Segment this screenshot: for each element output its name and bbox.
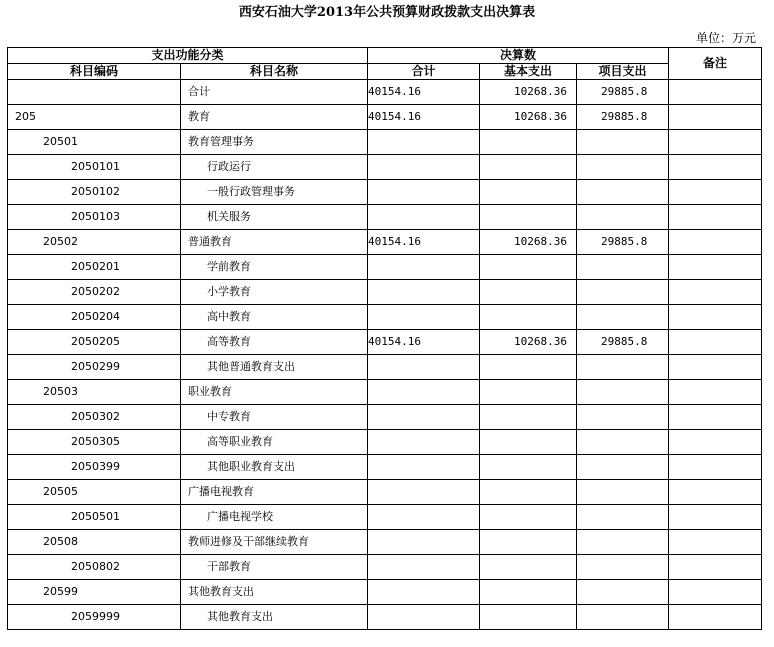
cell-remark — [669, 305, 762, 330]
cell-basic — [480, 255, 577, 280]
cell-code — [8, 80, 181, 105]
cell-name: 合计 — [181, 80, 368, 105]
header-final-accounts: 决算数 — [368, 48, 669, 64]
cell-name: 职业教育 — [181, 380, 368, 405]
cell-total — [368, 355, 480, 380]
cell-code: 20505 — [8, 480, 181, 505]
cell-code: 2050102 — [8, 180, 181, 205]
cell-basic — [480, 555, 577, 580]
table-row — [8, 555, 762, 580]
cell-remark — [669, 580, 762, 605]
cell-code: 2059999 — [8, 605, 181, 630]
table-row — [8, 180, 762, 205]
table-row — [8, 455, 762, 480]
cell-total — [368, 180, 480, 205]
cell-name: 中专教育 — [181, 405, 368, 430]
expenditure-table — [7, 47, 762, 630]
cell-remark — [669, 330, 762, 355]
table-row — [8, 280, 762, 305]
cell-remark — [669, 280, 762, 305]
cell-remark — [669, 205, 762, 230]
table-row — [8, 305, 762, 330]
table-row — [8, 230, 762, 255]
cell-basic — [480, 430, 577, 455]
cell-total — [368, 455, 480, 480]
cell-project — [577, 355, 669, 380]
cell-project — [577, 430, 669, 455]
cell-basic — [480, 305, 577, 330]
cell-total — [368, 505, 480, 530]
cell-code: 2050201 — [8, 255, 181, 280]
cell-project — [577, 130, 669, 155]
cell-code: 20501 — [8, 130, 181, 155]
table-row — [8, 80, 762, 105]
cell-project — [577, 205, 669, 230]
cell-project — [577, 555, 669, 580]
cell-basic — [480, 505, 577, 530]
cell-basic — [480, 280, 577, 305]
cell-total — [368, 130, 480, 155]
cell-name: 干部教育 — [181, 555, 368, 580]
cell-project — [577, 480, 669, 505]
cell-remark — [669, 130, 762, 155]
header-row-group — [8, 48, 762, 64]
cell-remark — [669, 380, 762, 405]
cell-code: 2050302 — [8, 405, 181, 430]
cell-code: 2050802 — [8, 555, 181, 580]
cell-remark — [669, 180, 762, 205]
cell-project: 29885.8 — [577, 80, 669, 105]
cell-basic — [480, 455, 577, 480]
table-row — [8, 405, 762, 430]
report-title: 西安石油大学2013年公共预算财政拨款支出决算表 — [238, 5, 536, 20]
cell-total — [368, 205, 480, 230]
cell-basic — [480, 480, 577, 505]
cell-name: 高等教育 — [181, 330, 368, 355]
cell-basic — [480, 205, 577, 230]
cell-project: 29885.8 — [577, 230, 669, 255]
cell-code: 2050205 — [8, 330, 181, 355]
cell-name: 高等职业教育 — [181, 430, 368, 455]
cell-total: 40154.16 — [368, 230, 480, 255]
cell-code: 2050204 — [8, 305, 181, 330]
cell-code: 2050305 — [8, 430, 181, 455]
cell-project: 29885.8 — [577, 330, 669, 355]
table-row — [8, 530, 762, 555]
cell-name: 广播电视教育 — [181, 480, 368, 505]
table-row — [8, 430, 762, 455]
table-row — [8, 580, 762, 605]
header-total: 合计 — [368, 64, 480, 80]
cell-code: 20503 — [8, 380, 181, 405]
table-row — [8, 130, 762, 155]
cell-total — [368, 530, 480, 555]
cell-total — [368, 155, 480, 180]
table-row — [8, 155, 762, 180]
cell-code: 2050101 — [8, 155, 181, 180]
cell-remark — [669, 480, 762, 505]
cell-project — [577, 505, 669, 530]
cell-name: 教育管理事务 — [181, 130, 368, 155]
cell-basic — [480, 380, 577, 405]
cell-remark — [669, 105, 762, 130]
header-code: 科目编码 — [8, 64, 181, 80]
cell-basic: 10268.36 — [480, 105, 577, 130]
cell-name: 行政运行 — [181, 155, 368, 180]
cell-name: 其他教育支出 — [181, 605, 368, 630]
cell-code: 20508 — [8, 530, 181, 555]
cell-total — [368, 605, 480, 630]
cell-project — [577, 155, 669, 180]
cell-name: 普通教育 — [181, 230, 368, 255]
cell-code: 2050501 — [8, 505, 181, 530]
cell-total — [368, 430, 480, 455]
cell-code: 20599 — [8, 580, 181, 605]
table-body — [8, 80, 762, 630]
table-row — [8, 255, 762, 280]
table-row — [8, 330, 762, 355]
cell-basic — [480, 130, 577, 155]
cell-name: 其他职业教育支出 — [181, 455, 368, 480]
table-row — [8, 480, 762, 505]
unit-label: 单位：万元 — [695, 31, 756, 45]
cell-code: 2050299 — [8, 355, 181, 380]
table-row — [8, 355, 762, 380]
cell-total — [368, 305, 480, 330]
cell-basic — [480, 580, 577, 605]
cell-code: 20502 — [8, 230, 181, 255]
cell-remark — [669, 555, 762, 580]
cell-project — [577, 380, 669, 405]
cell-remark — [669, 355, 762, 380]
cell-basic — [480, 405, 577, 430]
cell-remark — [669, 155, 762, 180]
cell-basic — [480, 180, 577, 205]
cell-name: 学前教育 — [181, 255, 368, 280]
cell-total — [368, 405, 480, 430]
table-row — [8, 505, 762, 530]
cell-remark — [669, 255, 762, 280]
cell-total — [368, 280, 480, 305]
cell-code: 2050399 — [8, 455, 181, 480]
cell-code: 205 — [8, 105, 181, 130]
cell-project — [577, 605, 669, 630]
cell-total — [368, 580, 480, 605]
cell-total — [368, 255, 480, 280]
cell-name: 其他教育支出 — [181, 580, 368, 605]
header-remark: 备注 — [669, 48, 762, 80]
cell-basic — [480, 530, 577, 555]
cell-remark — [669, 430, 762, 455]
cell-basic: 10268.36 — [480, 230, 577, 255]
cell-remark — [669, 405, 762, 430]
cell-project — [577, 180, 669, 205]
cell-project — [577, 305, 669, 330]
header-project: 项目支出 — [577, 64, 669, 80]
cell-name: 其他普通教育支出 — [181, 355, 368, 380]
table-row — [8, 105, 762, 130]
cell-remark — [669, 80, 762, 105]
cell-remark — [669, 605, 762, 630]
cell-name: 教育 — [181, 105, 368, 130]
cell-name: 机关服务 — [181, 205, 368, 230]
cell-code: 2050202 — [8, 280, 181, 305]
cell-total: 40154.16 — [368, 80, 480, 105]
cell-remark — [669, 505, 762, 530]
cell-total — [368, 380, 480, 405]
cell-remark — [669, 530, 762, 555]
cell-remark — [669, 230, 762, 255]
cell-total — [368, 480, 480, 505]
cell-project — [577, 455, 669, 480]
table-row — [8, 605, 762, 630]
table-row — [8, 380, 762, 405]
cell-project — [577, 405, 669, 430]
cell-name: 广播电视学校 — [181, 505, 368, 530]
cell-basic: 10268.36 — [480, 80, 577, 105]
cell-total: 40154.16 — [368, 105, 480, 130]
cell-remark — [669, 455, 762, 480]
cell-basic: 10268.36 — [480, 330, 577, 355]
cell-project — [577, 280, 669, 305]
cell-name: 小学教育 — [181, 280, 368, 305]
cell-code: 2050103 — [8, 205, 181, 230]
cell-total: 40154.16 — [368, 330, 480, 355]
cell-basic — [480, 155, 577, 180]
cell-project — [577, 255, 669, 280]
cell-basic — [480, 605, 577, 630]
cell-name: 教师进修及干部继续教育 — [181, 530, 368, 555]
header-name: 科目名称 — [181, 64, 368, 80]
cell-total — [368, 555, 480, 580]
cell-project: 29885.8 — [577, 105, 669, 130]
cell-project — [577, 530, 669, 555]
table-row — [8, 205, 762, 230]
cell-name: 一般行政管理事务 — [181, 180, 368, 205]
header-row-columns — [8, 64, 762, 80]
header-func-class: 支出功能分类 — [8, 48, 368, 64]
cell-basic — [480, 355, 577, 380]
header-basic: 基本支出 — [480, 64, 577, 80]
cell-name: 高中教育 — [181, 305, 368, 330]
cell-project — [577, 580, 669, 605]
